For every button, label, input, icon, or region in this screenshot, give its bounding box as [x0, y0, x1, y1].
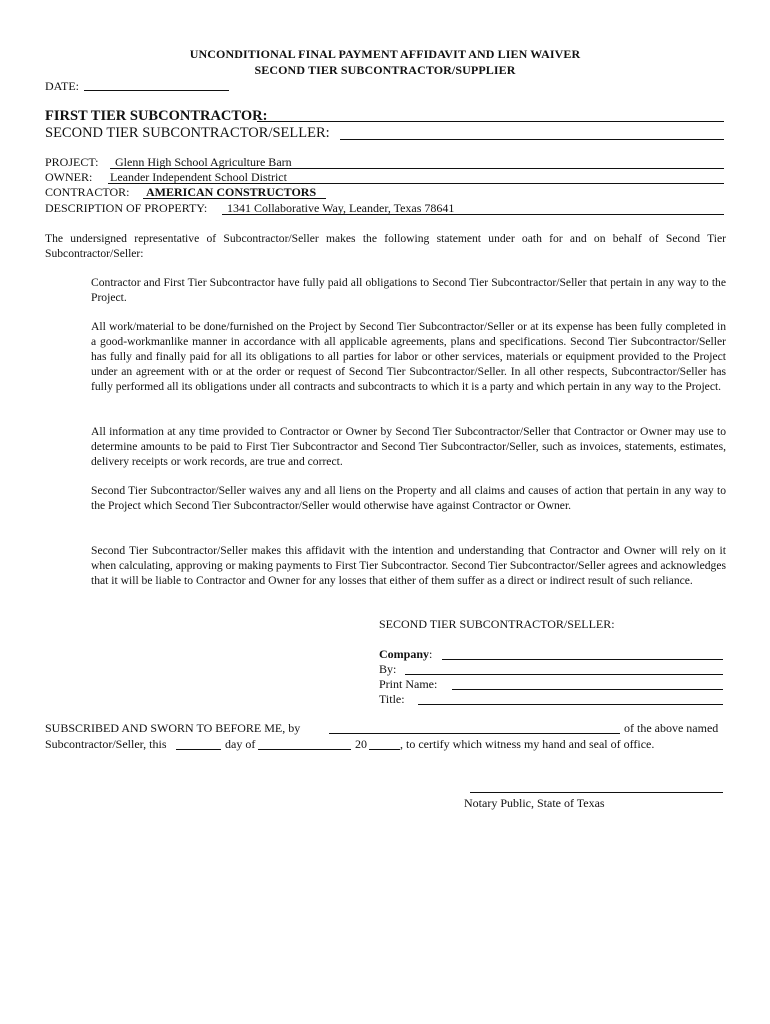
- description-value: 1341 Collaborative Way, Leander, Texas 78641: [227, 201, 455, 215]
- project-value: Glenn High School Agriculture Barn: [115, 155, 292, 169]
- date-label: DATE:: [45, 79, 79, 93]
- paragraph-2: All work/material to be done/furnished on the Project by Second Tier Subcontractor/Seller or at its expense has been fully completed in a good-workmanlike manner in accordance with all applicable agreements, plans and specifications. Second Tier Subcontractor/Seller has fully and finally paid for all its obligations to all parties for labor or other services, materials or equipment provided to the Project under an agreement with or at the order or request of Second Tier Subcontractor/Seller. In all other respects, Subcontractor/Seller has fully performed all its obligations under all contracts and subcontracts to which it is a party and which pertain in any way to the Project.: [91, 320, 726, 393]
- notary-label: Notary Public, State of Texas: [464, 796, 605, 810]
- notary-signature-field[interactable]: [470, 792, 723, 793]
- owner-label: OWNER:: [45, 170, 93, 184]
- print-name-field[interactable]: [452, 689, 723, 690]
- title-field[interactable]: [418, 704, 723, 705]
- company-label-text: Company: [379, 647, 430, 661]
- second-tier-label: SECOND TIER SUBCONTRACTOR/SELLER:: [45, 125, 330, 141]
- contractor-field-line: [143, 198, 326, 199]
- document-subtitle: SECOND TIER SUBCONTRACTOR/SUPPLIER: [254, 63, 516, 77]
- sworn-by-field[interactable]: [329, 733, 620, 734]
- by-label: By:: [379, 662, 397, 676]
- owner-field-line: [108, 183, 724, 184]
- contractor-value: AMERICAN CONSTRUCTORS: [146, 185, 317, 199]
- second-tier-field[interactable]: [340, 139, 724, 140]
- paragraph-4: Second Tier Subcontractor/Seller waives any and all liens on the Property and all claims and causes of action that pertain in any way to the Project which Second Tier Subcontractor/Seller would otherwise have against Contractor or Owner.: [91, 484, 726, 512]
- sworn-line1-end: of the above named: [624, 721, 719, 735]
- project-label: PROJECT:: [45, 155, 99, 169]
- document-title: UNCONDITIONAL FINAL PAYMENT AFFIDAVIT AND LIEN WAIVER: [189, 47, 581, 61]
- company-label-colon: :: [429, 647, 433, 661]
- print-name-label: Print Name:: [379, 677, 438, 691]
- sworn-line2-b: day of: [225, 737, 256, 751]
- sworn-line2-d: , to certify which witness my hand and seal of office.: [400, 737, 655, 751]
- description-field-line: [222, 214, 724, 215]
- sworn-year-field[interactable]: [369, 749, 400, 750]
- owner-value: Leander Independent School District: [110, 170, 287, 184]
- signature-heading: SECOND TIER SUBCONTRACTOR/SELLER:: [379, 617, 615, 631]
- description-label: DESCRIPTION OF PROPERTY:: [45, 201, 208, 215]
- date-field[interactable]: [84, 90, 229, 91]
- intro-paragraph: The undersigned representative of Subcontractor/Seller makes the following statement under oath for and on behalf of Second Tier Subcontractor/Seller:: [45, 232, 726, 260]
- by-field[interactable]: [405, 674, 723, 675]
- company-field[interactable]: [442, 659, 723, 660]
- first-tier-field[interactable]: [257, 121, 724, 122]
- paragraph-1: Contractor and First Tier Subcontractor have fully paid all obligations to Second Tier Subcontractor/Seller that pertain in any way to the Project.: [91, 276, 726, 304]
- sworn-line2-a: Subcontractor/Seller, this: [45, 737, 167, 751]
- sworn-month-field[interactable]: [258, 749, 351, 750]
- paragraph-3: All information at any time provided to Contractor or Owner by Second Tier Subcontractor/Seller that Contractor or Owner may use to determine amounts to be paid to First Tier Subcontractor and Second Tier Subcontractor/Seller, such as invoices, statements, estimates, delivery receipts or work records, are true and correct.: [91, 425, 726, 468]
- sworn-line2-c: 20: [355, 737, 367, 751]
- contractor-label: CONTRACTOR:: [45, 185, 130, 199]
- first-tier-label: FIRST TIER SUBCONTRACTOR:: [45, 108, 268, 124]
- sworn-line1-start: SUBSCRIBED AND SWORN TO BEFORE ME, by: [45, 721, 301, 735]
- paragraph-5: Second Tier Subcontractor/Seller makes this affidavit with the intention and understanding that Contractor and Owner will rely on it when calculating, approving or making payments to First Tier Subcontractor. Second Tier Subcontractor/Seller agrees and acknowledges that it will be liable to Contractor and Owner for any losses that either of them suffer as a direct or indirect result of such reliance.: [91, 544, 726, 587]
- project-field-line: [110, 168, 724, 169]
- company-label: [379, 647, 432, 662]
- sworn-day-field[interactable]: [176, 749, 221, 750]
- title-label: Title:: [379, 692, 405, 706]
